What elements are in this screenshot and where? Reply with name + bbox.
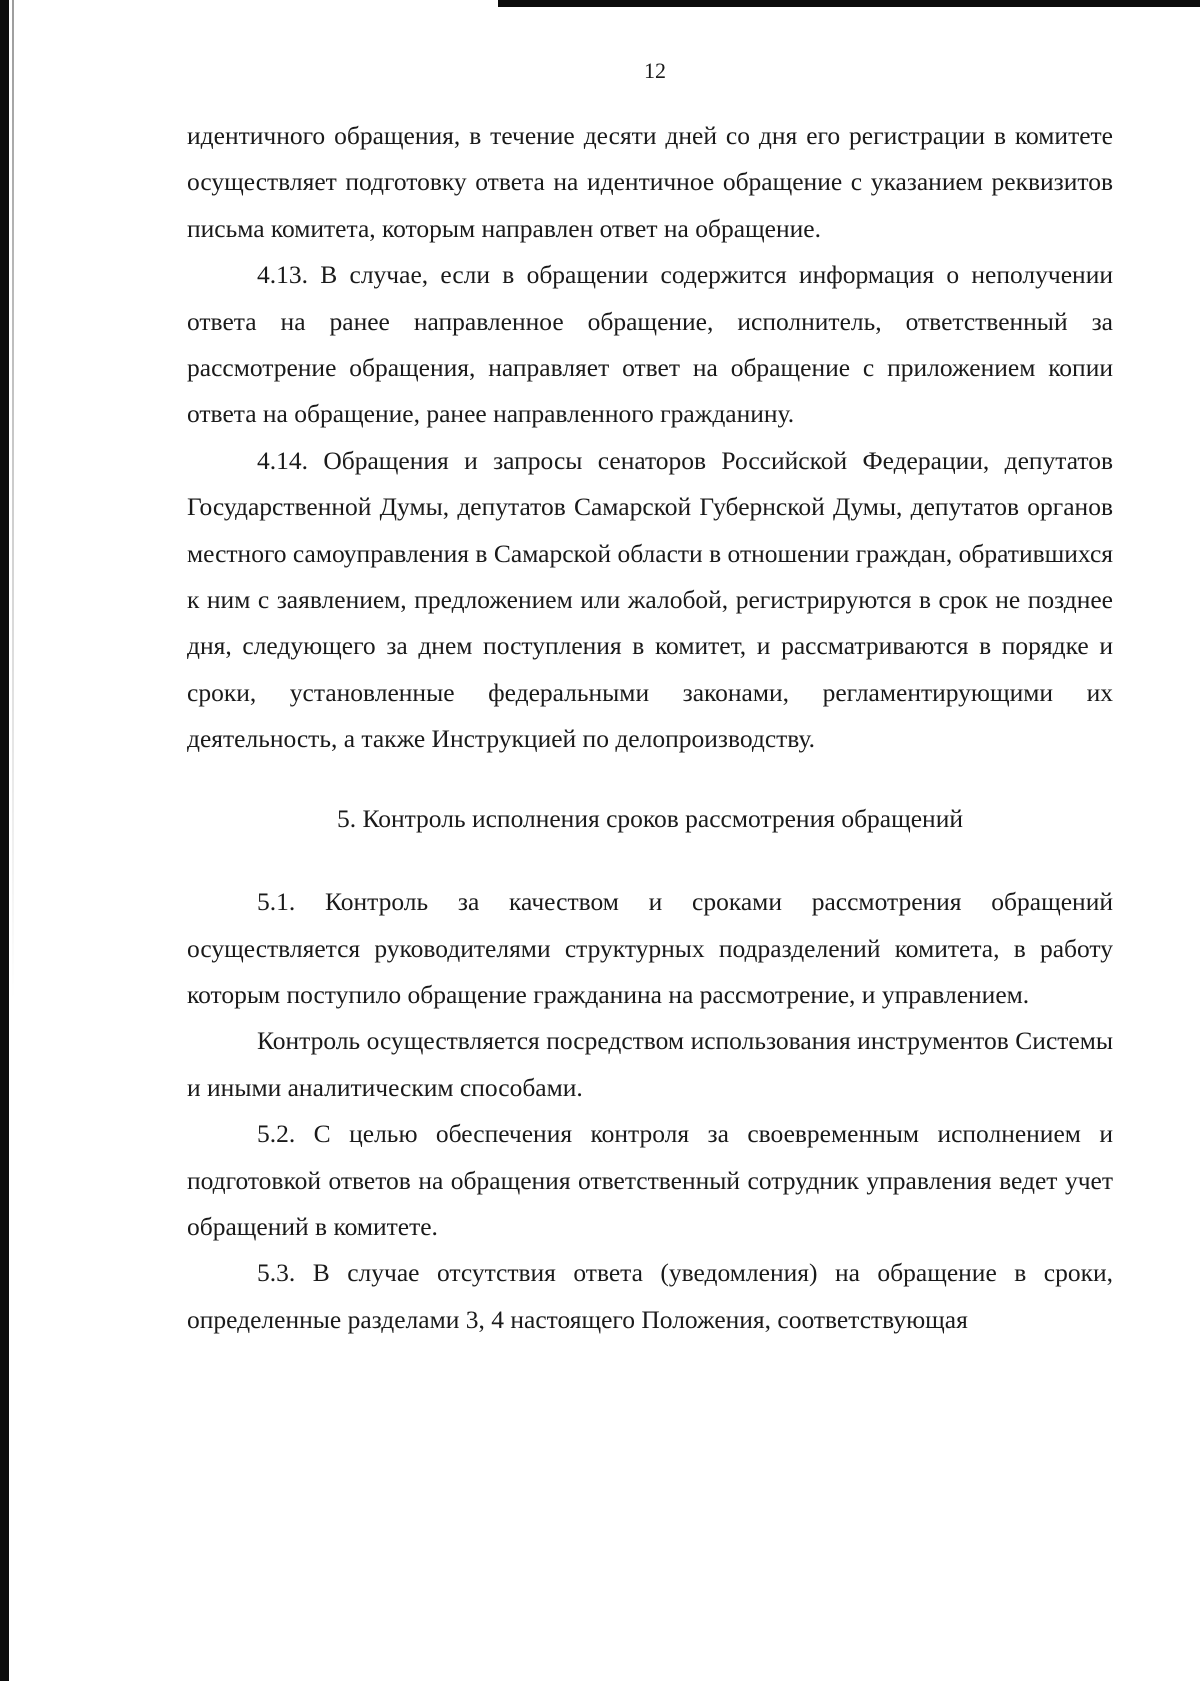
document-body	[187, 113, 1113, 1343]
paragraph-5-2: 5.2. С целью обеспечения контроля за своевременным исполнением и подготовкой ответов на обращения ответственный сотрудник управления ведет учет обращений в комитете.	[187, 1119, 1113, 1241]
page-number: 12	[644, 58, 666, 83]
paragraph-5-1: 5.1. Контроль за качеством и сроками рассмотрения обращений осуществляется руководителями структурных подразделений комитета, в работу которым поступило обращение гражданина на рассмотрение, и управлением.	[187, 887, 1113, 1009]
section-heading: 5. Контроль исполнения сроков рассмотрения обращений	[336, 803, 964, 833]
paragraph-4-14: 4.14. Обращения и запросы сенаторов Российской Федерации, депутатов Государственной Думы, депутатов Самарской Губернской Думы, депутатов органов местного самоуправления в Самарской области в отношении граждан, обратившихся к ним с заявлением, предложением или жалобой, регистрируются в срок не позднее дня, следующего за днем поступления в комитет, и рассматриваются в порядке и сроки, установленные федеральными законами, регламентирующими их деятельность, а также Инструкцией по делопроизводству.	[187, 445, 1113, 754]
paragraph-5-3: 5.3. В случае отсутствия ответа (уведомления) на обращение в сроки, определенные разделами 3, 4 настоящего Положения, соответствующая	[187, 1258, 1113, 1334]
paragraph-4-13: 4.13. В случае, если в обращении содержится информация о неполучении ответа на ранее направленное обращение, исполнитель, ответственный за рассмотрение обращения, направляет ответ на обращение с приложением копии ответа на обращение, ранее направленного гражданину.	[187, 260, 1113, 429]
paragraph-control: Контроль осуществляется посредством использования инструментов Системы и иными аналитическим способами.	[187, 1026, 1113, 1102]
scan-border-left-shadow	[12, 0, 14, 1000]
scan-border-top	[498, 0, 1200, 7]
scan-border-left	[0, 0, 9, 1681]
paragraph-continuation: идентичного обращения, в течение десяти дней со дня его регистрации в комитете осуществляет подготовку ответа на идентичное обращение с указанием реквизитов письма комитета, которым направлен ответ на обращение.	[187, 121, 1113, 243]
